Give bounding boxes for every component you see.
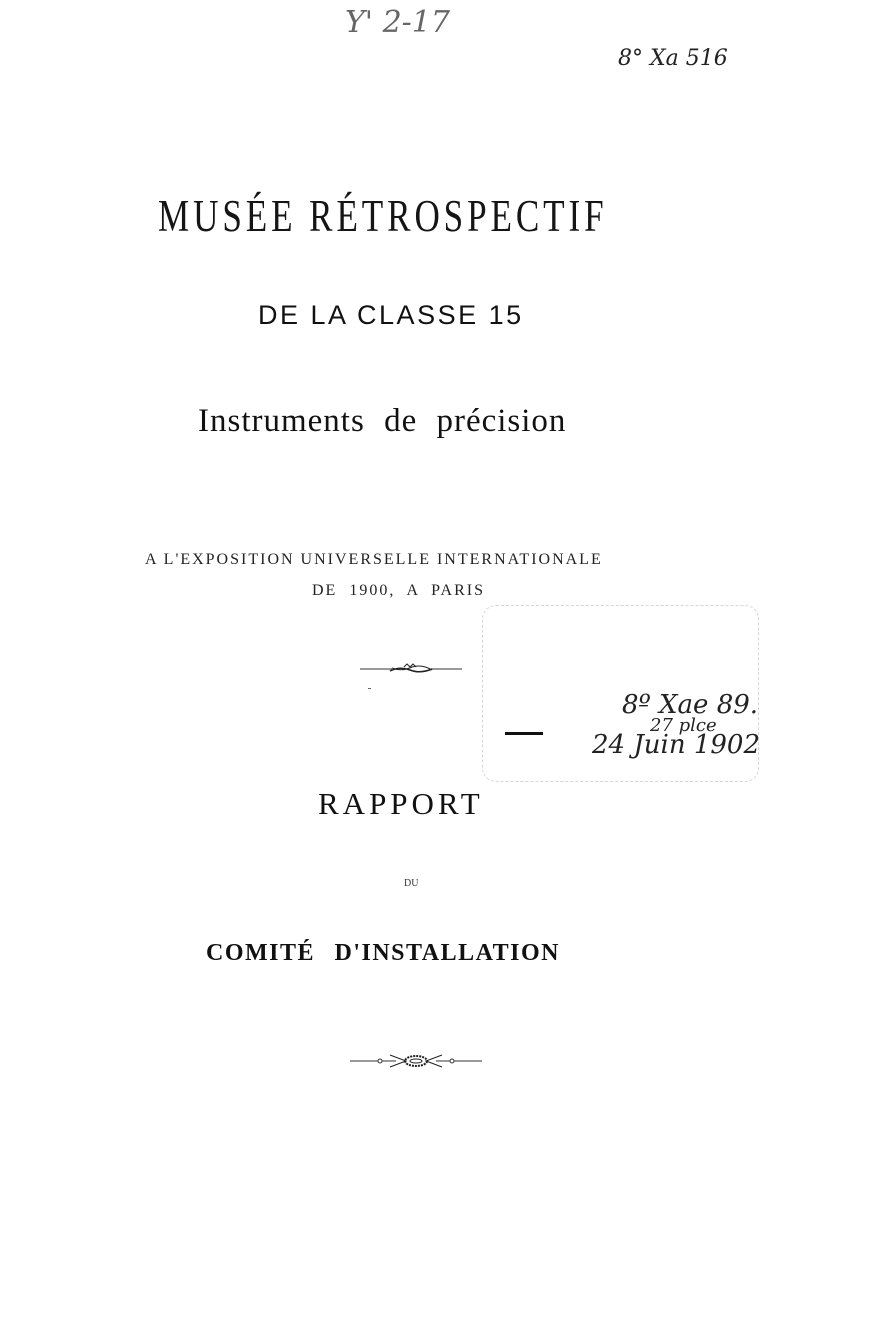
report-subtitle: COMITÉ D'INSTALLATION	[206, 940, 560, 966]
flourish-divider-small-icon	[360, 662, 462, 676]
flourish-divider-bottom-icon	[350, 1052, 482, 1070]
handwritten-shelfmark: 8° Xa 516	[618, 46, 728, 71]
report-title: RAPPORT	[318, 786, 484, 821]
stamp-call-number: 8º Xae 89.	[622, 690, 759, 720]
title-line-1: MUSÉE RÉTROSPECTIF	[158, 191, 608, 241]
title-line-2: DE LA CLASSE 15	[258, 300, 524, 330]
speck	[368, 688, 371, 689]
handwritten-scribble: Y' 2-17	[345, 5, 450, 40]
stamp-dash	[505, 732, 543, 735]
stamp-note: 27 plce	[650, 715, 717, 736]
exposition-line-1: A L'EXPOSITION UNIVERSELLE INTERNATIONALE	[145, 551, 603, 568]
title-line-3: Instruments de précision	[198, 403, 567, 439]
exposition-line-2: DE 1900, A PARIS	[312, 582, 485, 599]
stamp-date: 24 Juin 1902	[592, 730, 761, 760]
report-connector: DU	[404, 878, 419, 889]
